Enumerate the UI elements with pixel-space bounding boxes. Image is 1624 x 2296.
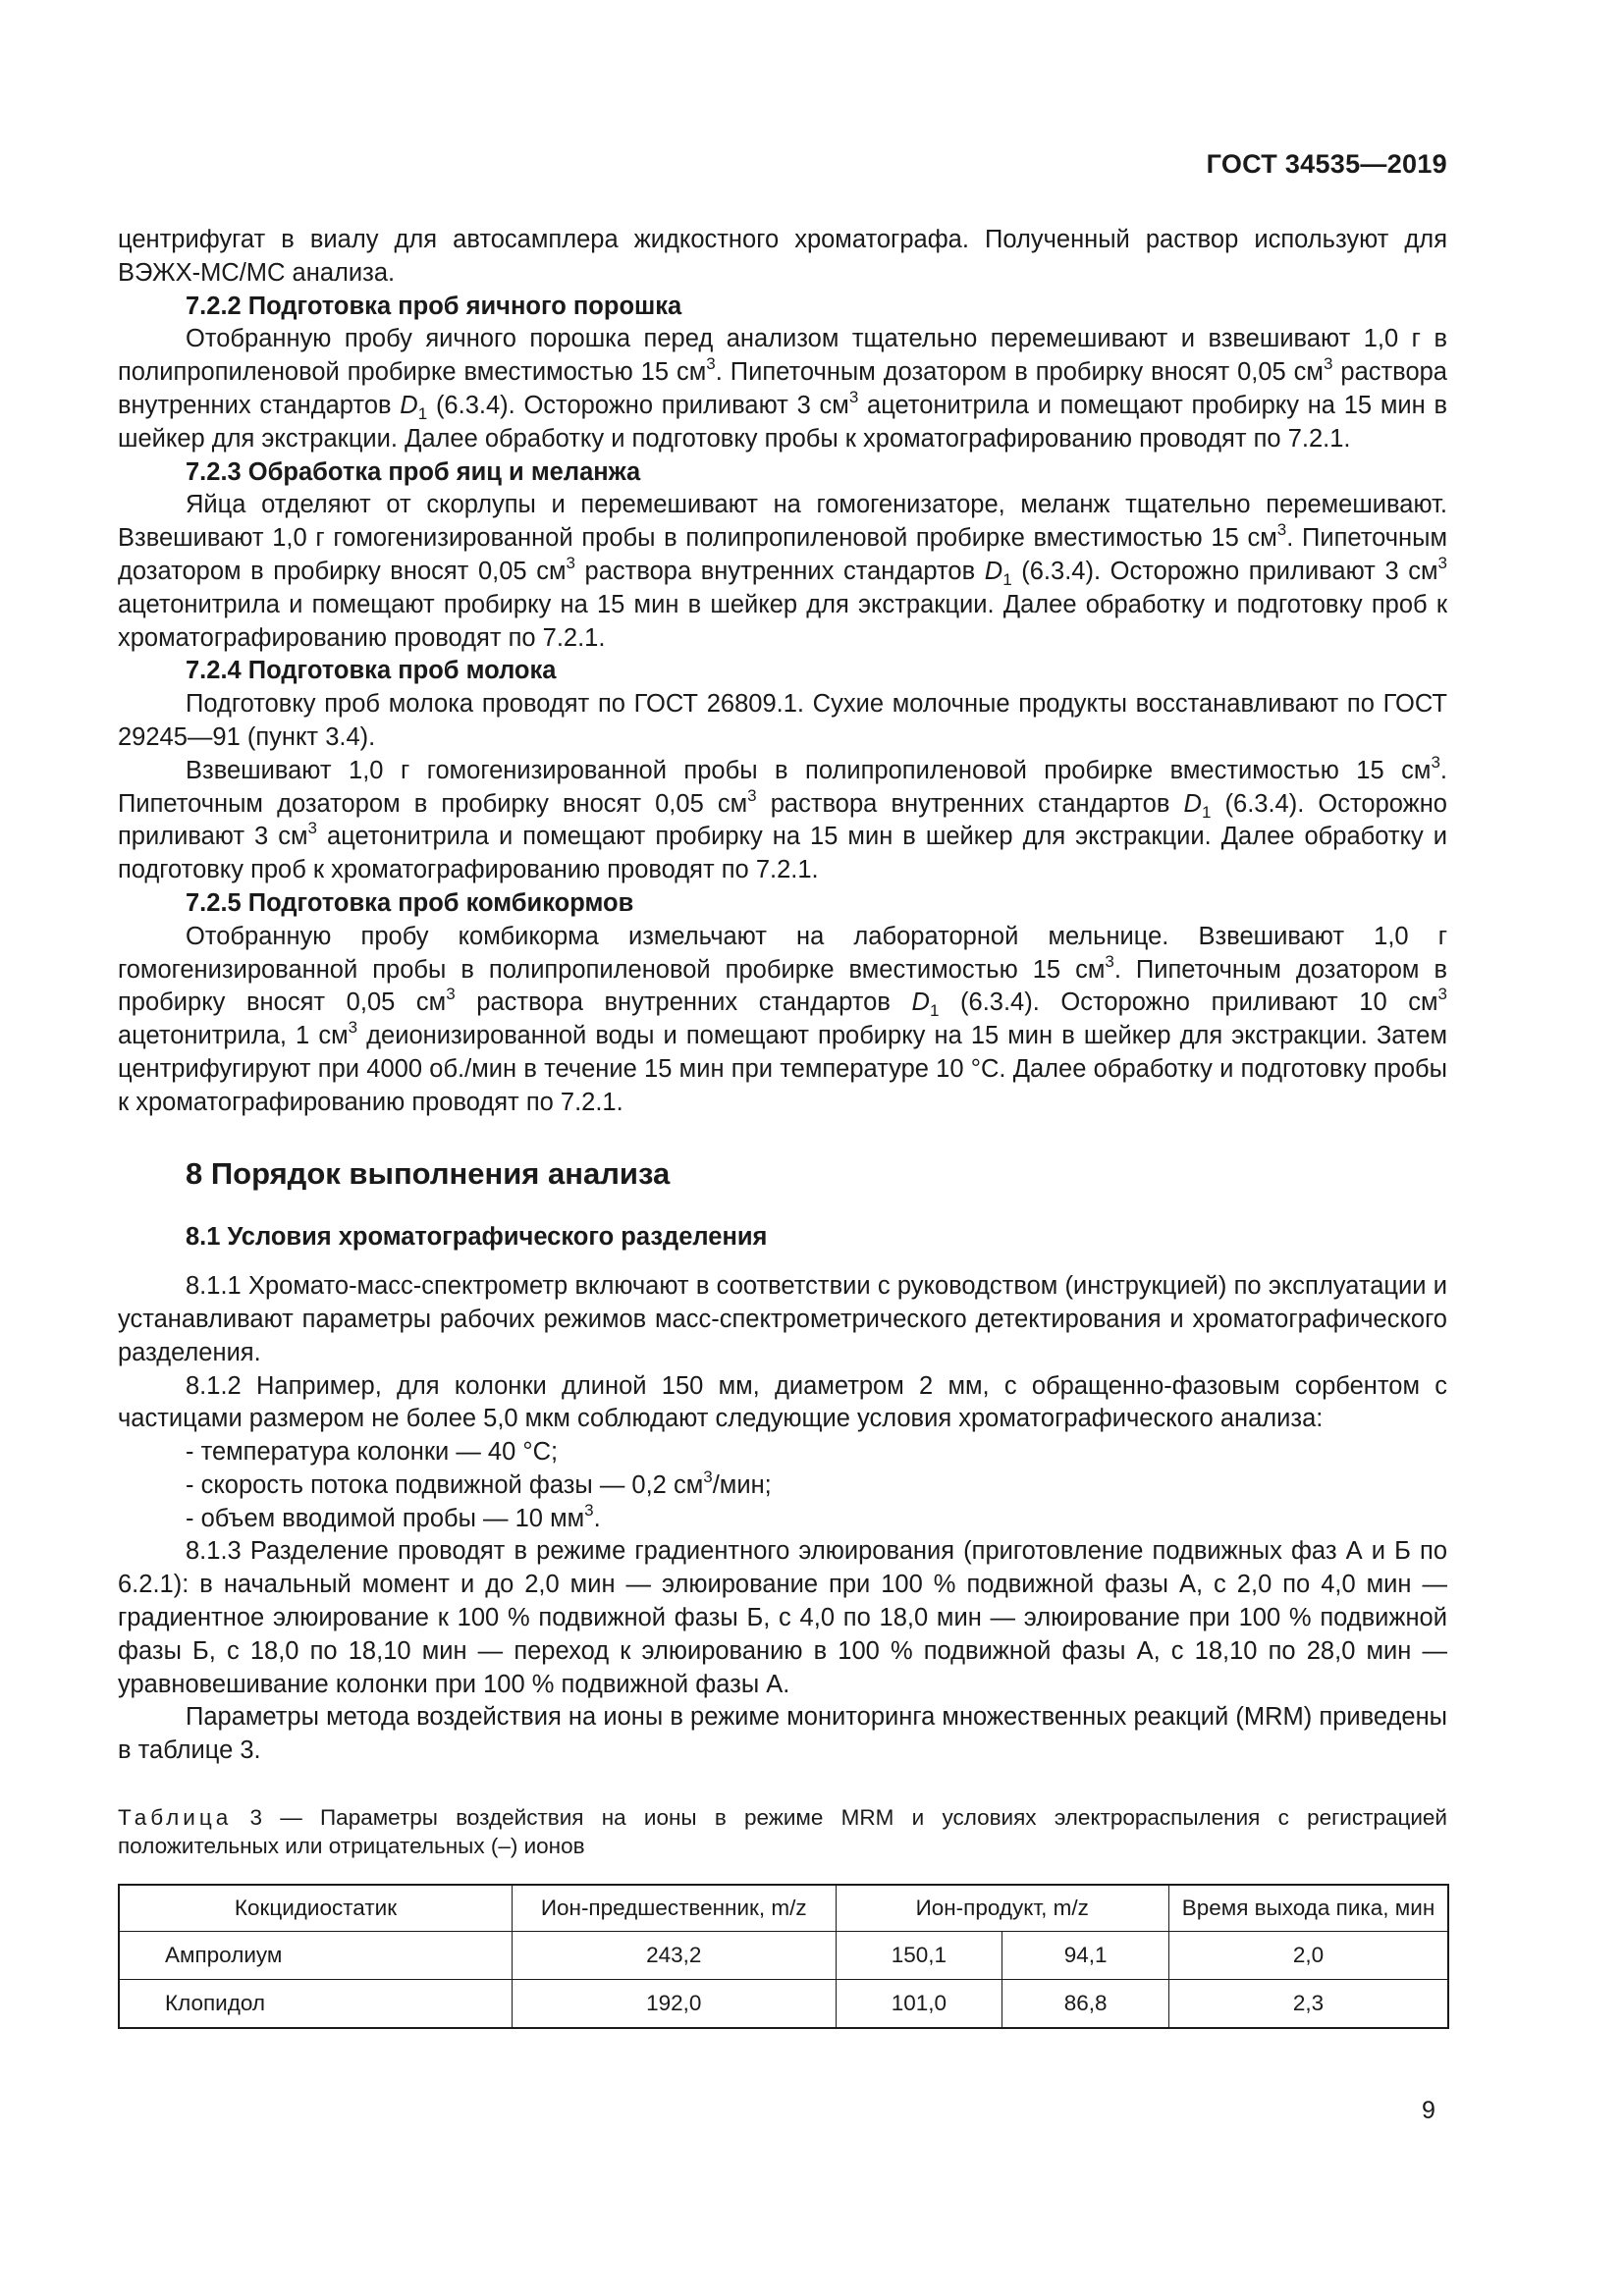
paragraph-8-1-1: 8.1.1 Хромато-масс-спектрометр включают в соответствии с руководством (инструкцией) по эксплуатации и устанавливают параметры рабочих режимов масс-спектрометрического детектирования и хроматографического разделения. [118, 1272, 1447, 1366]
paragraph-7-2-5: Отобранную пробу комбикорма измельчают на лабораторной мельнице. Взвешивают 1,0 г гомогенизированной пробы в полипропиленовой пробирке вместимостью 15 $см^3$. Пипеточным дозатором в пробирку вносят 0,05 $см^3$ раствора внутренних стандартов $D_1$ (6.3.4). Осторожно приливают 10 $см^3$ ацетонитрила, 1 $см^3$ деионизированной воды и помещают пробирку на 15 мин в шейкер для экстракции. Затем центрифугируют при 4000 об./мин в течение 15 мин при температуре 10 °С. Далее обработку и подготовку пробы к хроматографированию проводят по 7.2.1. [118, 922, 1448, 1116]
paragraph-mrm: Параметры метода воздействия на ионы в режиме мониторинга множественных реакций (MRM) приведены в таблице 3. [118, 1703, 1447, 1765]
section-8-title: 8 Порядок выполнения анализа [186, 1155, 671, 1191]
header-product-ion: Ион-продукт, m/z [836, 1885, 1168, 1932]
table-cell: Ампролиум [119, 1932, 512, 1980]
subsection-7-2-4-title: 7.2.4 Подготовка проб молока [186, 657, 557, 685]
subsection-7-2-2-title: 7.2.2 Подготовка проб яичного порошка [186, 292, 682, 320]
table-header-row [119, 1885, 1448, 1932]
table-cell: 243,2 [512, 1932, 836, 1980]
table-cell: 101,0 [836, 1980, 1002, 2029]
table-cell: 2,0 [1168, 1932, 1448, 1980]
table-cell: Клопидол [119, 1980, 512, 2029]
subsection-7-2-3-title: 7.2.3 Обработка проб яиц и меланжа [186, 457, 641, 486]
continued-paragraph: центрифугат в виалу для автосамплера жидкостного хроматографа. Полученный раствор используют для ВЭЖХ-МС/МС анализа. [118, 226, 1447, 287]
table-cell: 86,8 [1002, 1980, 1169, 2029]
paragraph-8-1-2: 8.1.2 Например, для колонки длиной 150 мм, диаметром 2 мм, с обращенно-фазовым сорбентом с частицами размером не более 5,0 мкм соблюдают следующие условия хроматографического анализа: [118, 1371, 1447, 1433]
document-id-header: ГОСТ 34535—2019 [1206, 149, 1447, 179]
subsection-8-1-title: 8.1 Условия хроматографического разделения [186, 1223, 768, 1252]
page-number: 9 [1422, 2097, 1435, 2124]
table-cell: 94,1 [1002, 1932, 1169, 1980]
table-cell: 150,1 [836, 1932, 1002, 1980]
header-coccidiostat: Кокцидиостатик [119, 1885, 512, 1932]
list-item-temperature: - температура колонки — 40 °С; [186, 1438, 559, 1467]
paragraph-7-2-4-a: Подготовку проб молока проводят по ГОСТ 26809.1. Сухие молочные продукты восстанавливают по ГОСТ 29245—91 (пункт 3.4). [118, 690, 1447, 751]
paragraph-7-2-4-b: Взвешивают 1,0 г гомогенизированной пробы в полипропиленовой пробирке вместимостью 15 $см^3$. Пипеточным дозатором в пробирку вносят 0,05 $см^3$ раствора внутренних стандартов $D_1$ (6.3.4). Осторожно приливают 3 $см^3$ ацетонитрила и помещают пробирку на 15 мин в шейкер для экстракции. Далее обработку и подготовку проб к хроматографированию проводят по 7.2.1. [118, 752, 1447, 884]
table-3-caption: Таблица 3 — Параметры воздействия на ионы в режиме MRM и условиях электрораспыления с регистрацией положительных или отрицательных (–) ионов [118, 1805, 1447, 1859]
document-body [118, 224, 1447, 2029]
paragraph-7-2-2: Отобранную пробу яичного порошка перед анализом тщательно перемешивают и взвешивают 1,0 г в полипропиленовой пробирке вместимостью 15 $см^3$. Пипеточным дозатором в пробирку вносят 0,05 $см^3$ раствора внутренних стандартов $D_1$ (6.3.4). Осторожно приливают 3 $см^3$ ацетонитрила и помещают пробирку на 15 мин в шейкер для экстракции. Далее обработку и подготовку пробы к хроматографированию проводят по 7.2.1. [118, 325, 1447, 453]
paragraph-8-1-3: 8.1.3 Разделение проводят в режиме градиентного элюирования (приготовление подвижных фаз А и Б по 6.2.1): в начальный момент и до 2,0 мин — элюирование при 100 % подвижной фазы А, с 2,0 по 4,0 мин — градиентное элюирование к 100 % подвижной фазы Б, с 4,0 по 18,0 мин — элюирование при 100 % подвижной фазы Б, с 18,0 по 18,10 мин — переход к элюированию в 100 % подвижной фазы А, с 18,10 по 28,0 мин — уравновешивание колонки при 100 % подвижной фазы А. [118, 1537, 1447, 1698]
list-item-injection-volume: - объем вводимой пробы — 10 $мм^3$. [186, 1500, 601, 1532]
list-item-flow-rate: - скорость потока подвижной фазы — 0,2 $см^3$/мин; [186, 1467, 772, 1499]
paragraph-7-2-3: Яйца отделяют от скорлупы и перемешивают на гомогенизаторе, меланж тщательно перемешивают. Взвешивают 1,0 г гомогенизированной пробы в полипропиленовой пробирке вместимостью 15 $см^3$. Пипеточным дозатором в пробирку вносят 0,05 $см^3$ раствора внутренних стандартов $D_1$ (6.3.4). Осторожно приливают 3 $см^3$ ацетонитрила и помещают пробирку на 15 мин в шейкер для экстракции. Далее обработку и подготовку проб к хроматографированию проводят по 7.2.1. [118, 491, 1447, 652]
subsection-7-2-5-title: 7.2.5 Подготовка проб комбикормов [186, 888, 634, 917]
header-precursor-ion: Ион-предшественник, m/z [512, 1885, 836, 1932]
table-cell: 192,0 [512, 1980, 836, 2029]
table-cell: 2,3 [1168, 1980, 1448, 2029]
table-row [119, 1980, 1448, 2029]
table-3 [118, 1884, 1449, 2029]
table-row [119, 1932, 1448, 1980]
header-retention-time: Время выхода пика, мин [1168, 1885, 1448, 1932]
